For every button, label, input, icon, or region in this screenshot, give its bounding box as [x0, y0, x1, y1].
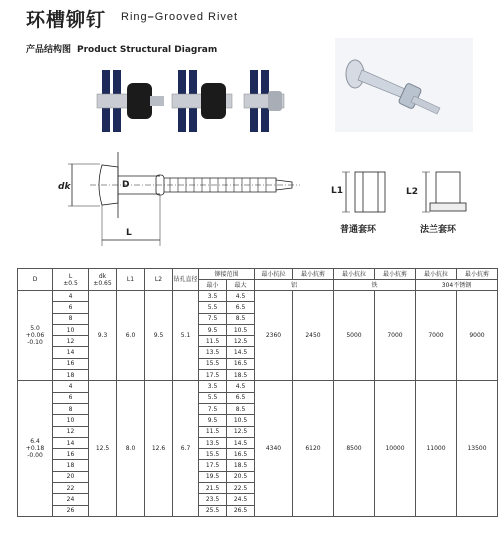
- cell-d-d-nom: 6.4: [30, 438, 40, 446]
- cell-grip-min: 9.5: [199, 415, 227, 426]
- col-header-grip: 铆接范围: [199, 269, 255, 280]
- cell-grip-max: 6.5: [227, 392, 255, 403]
- cell-grip-min: 7.5: [199, 313, 227, 324]
- col-header-min: 最小: [199, 280, 227, 291]
- cell-grip-min: 25.5: [199, 505, 227, 516]
- cell-l: 4: [53, 381, 89, 392]
- install-step-2-illustration: [172, 70, 232, 132]
- cell-l: 8: [53, 403, 89, 414]
- cell-l: 10: [53, 415, 89, 426]
- cell-l: 16: [53, 358, 89, 369]
- cell-d-d-plus: +0.18: [25, 445, 45, 453]
- cell-l: 22: [53, 483, 89, 494]
- cell-grip-max: 8.5: [227, 313, 255, 324]
- cell-l: 6: [53, 302, 89, 313]
- cell-grip-min: 11.5: [199, 426, 227, 437]
- material-iron: 铁: [334, 280, 416, 291]
- cell-grip-min: 19.5: [199, 471, 227, 482]
- cell-grip-min: 7.5: [199, 403, 227, 414]
- table-header-row-1: [18, 269, 498, 280]
- spec-table-wrapper: [17, 268, 498, 517]
- cell-d-d-minus: -0.00: [27, 452, 43, 460]
- section-label-en: Product Structural Diagram: [77, 45, 218, 55]
- cell-grip-max: 16.5: [227, 449, 255, 460]
- cell-d-d-minus: -0.10: [27, 339, 43, 347]
- cell-grip-min: 5.5: [199, 392, 227, 403]
- cell-grip-max: 20.5: [227, 471, 255, 482]
- col-header-hole: 钻孔直径: [173, 269, 199, 291]
- cell-grip-min: 17.5: [199, 460, 227, 471]
- dim-d-label: D: [122, 180, 130, 190]
- cell-ss-tensile: 11000: [416, 381, 457, 517]
- cell-fe-tensile: 5000: [334, 291, 375, 381]
- cell-grip-max: 12.5: [227, 336, 255, 347]
- cell-grip-max: 18.5: [227, 460, 255, 471]
- cell-d-d-plus: +0.06: [25, 332, 45, 340]
- install-step-3-illustration: [244, 70, 284, 132]
- cell-al-tensile: 2360: [255, 291, 293, 381]
- col-header-max: 最大: [227, 280, 255, 291]
- cell-l1: 6.0: [117, 291, 145, 381]
- plain-collar-drawing: [342, 172, 385, 212]
- cell-grip-min: 13.5: [199, 347, 227, 358]
- title-en-ring: Ring: [121, 11, 148, 23]
- section-label-zh: 产品结构图: [26, 45, 72, 55]
- dim-dk-label: dk: [58, 182, 71, 192]
- cell-l: 26: [53, 505, 89, 516]
- col-header-fe-shear: 最小抗剪: [375, 269, 416, 280]
- cell-hole: 6.7: [173, 381, 199, 517]
- cell-grip-min: 3.5: [199, 381, 227, 392]
- cell-grip-max: 14.5: [227, 347, 255, 358]
- col-header-al-shear: 最小抗剪: [293, 269, 334, 280]
- cell-grip-max: 26.5: [227, 505, 255, 516]
- cell-d-d-nom: 5.0: [30, 325, 40, 333]
- cell-fe-shear: 7000: [375, 291, 416, 381]
- cell-l1: 8.0: [117, 381, 145, 517]
- cell-ss-tensile: 7000: [416, 291, 457, 381]
- title-en-rest: Grooved Rivet: [154, 11, 239, 23]
- cell-grip-max: 16.5: [227, 358, 255, 369]
- dim-l1-label: L1: [331, 186, 343, 196]
- cell-al-shear: 6120: [293, 381, 334, 517]
- cell-grip-max: 10.5: [227, 324, 255, 335]
- cell-l2: 12.6: [145, 381, 173, 517]
- cell-fe-shear: 10000: [375, 381, 416, 517]
- cell-dk: 12.5: [89, 381, 117, 517]
- cell-l: 16: [53, 449, 89, 460]
- cell-grip-min: 5.5: [199, 302, 227, 313]
- cell-grip-max: 24.5: [227, 494, 255, 505]
- cell-grip-min: 3.5: [199, 291, 227, 302]
- col-header-l: [53, 269, 89, 291]
- plain-collar-caption: 普通套环: [340, 225, 377, 235]
- table-row: [18, 381, 498, 392]
- cell-l: 14: [53, 347, 89, 358]
- cell-l: 18: [53, 460, 89, 471]
- cell-l: 12: [53, 336, 89, 347]
- cell-grip-max: 14.5: [227, 437, 255, 448]
- cell-al-tensile: 4340: [255, 381, 293, 517]
- rivet-photo: [335, 38, 473, 132]
- cell-grip-min: 21.5: [199, 483, 227, 494]
- col-header-l-tol: ±0.5: [63, 279, 78, 287]
- col-header-d: D: [18, 269, 53, 291]
- col-header-fe-tensile: 最小抗拉: [334, 269, 375, 280]
- cell-l: 6: [53, 392, 89, 403]
- cell-d: [18, 381, 53, 517]
- cell-l: 12: [53, 426, 89, 437]
- cell-ss-shear: 13500: [457, 381, 498, 517]
- material-aluminum: 铝: [255, 280, 334, 291]
- cell-l: 18: [53, 370, 89, 381]
- cell-dk: 9.3: [89, 291, 117, 381]
- cell-ss-shear: 9000: [457, 291, 498, 381]
- col-header-dk: [89, 269, 117, 291]
- table-row: [18, 291, 498, 302]
- dim-l2-label: L2: [406, 187, 418, 197]
- spec-table: [17, 268, 498, 517]
- cell-grip-max: 8.5: [227, 403, 255, 414]
- col-header-ss-shear: 最小抗剪: [457, 269, 498, 280]
- cell-al-shear: 2450: [293, 291, 334, 381]
- cell-grip-max: 4.5: [227, 291, 255, 302]
- cell-grip-min: 17.5: [199, 370, 227, 381]
- cell-l2: 9.5: [145, 291, 173, 381]
- cell-grip-max: 18.5: [227, 370, 255, 381]
- rivet-technical-drawing: [68, 152, 300, 246]
- cell-grip-max: 22.5: [227, 483, 255, 494]
- cell-grip-max: 4.5: [227, 381, 255, 392]
- col-header-l-text: L: [68, 272, 73, 280]
- col-header-ss-tensile: 最小抗拉: [416, 269, 457, 280]
- dim-l-label: L: [126, 228, 132, 238]
- cell-d: [18, 291, 53, 381]
- page-title: 环槽铆钉: [26, 9, 107, 31]
- cell-grip-min: 9.5: [199, 324, 227, 335]
- cell-grip-min: 23.5: [199, 494, 227, 505]
- flange-collar-caption: 法兰套环: [420, 225, 457, 235]
- cell-l: 8: [53, 313, 89, 324]
- cell-l: 4: [53, 291, 89, 302]
- cell-grip-min: 11.5: [199, 336, 227, 347]
- cell-grip-min: 15.5: [199, 358, 227, 369]
- cell-l: 14: [53, 437, 89, 448]
- col-header-dk-text: dk: [98, 272, 107, 280]
- cell-grip-max: 10.5: [227, 415, 255, 426]
- cell-grip-max: 12.5: [227, 426, 255, 437]
- col-header-l1: L1: [117, 269, 145, 291]
- flange-collar-drawing: [422, 172, 466, 212]
- cell-l: 24: [53, 494, 89, 505]
- cell-grip-min: 13.5: [199, 437, 227, 448]
- cell-fe-tensile: 8500: [334, 381, 375, 517]
- cell-grip-min: 15.5: [199, 449, 227, 460]
- cell-hole: 5.1: [173, 291, 199, 381]
- title-en-dash: –: [147, 11, 155, 23]
- install-step-1-illustration: [97, 70, 164, 132]
- cell-l: 20: [53, 471, 89, 482]
- material-stainless: 304不锈钢: [416, 280, 498, 291]
- col-header-dk-tol: ±0.65: [93, 279, 112, 287]
- cell-l: 10: [53, 324, 89, 335]
- cell-grip-max: 6.5: [227, 302, 255, 313]
- col-header-l2: L2: [145, 269, 173, 291]
- col-header-al-tensile: 最小抗拉: [255, 269, 293, 280]
